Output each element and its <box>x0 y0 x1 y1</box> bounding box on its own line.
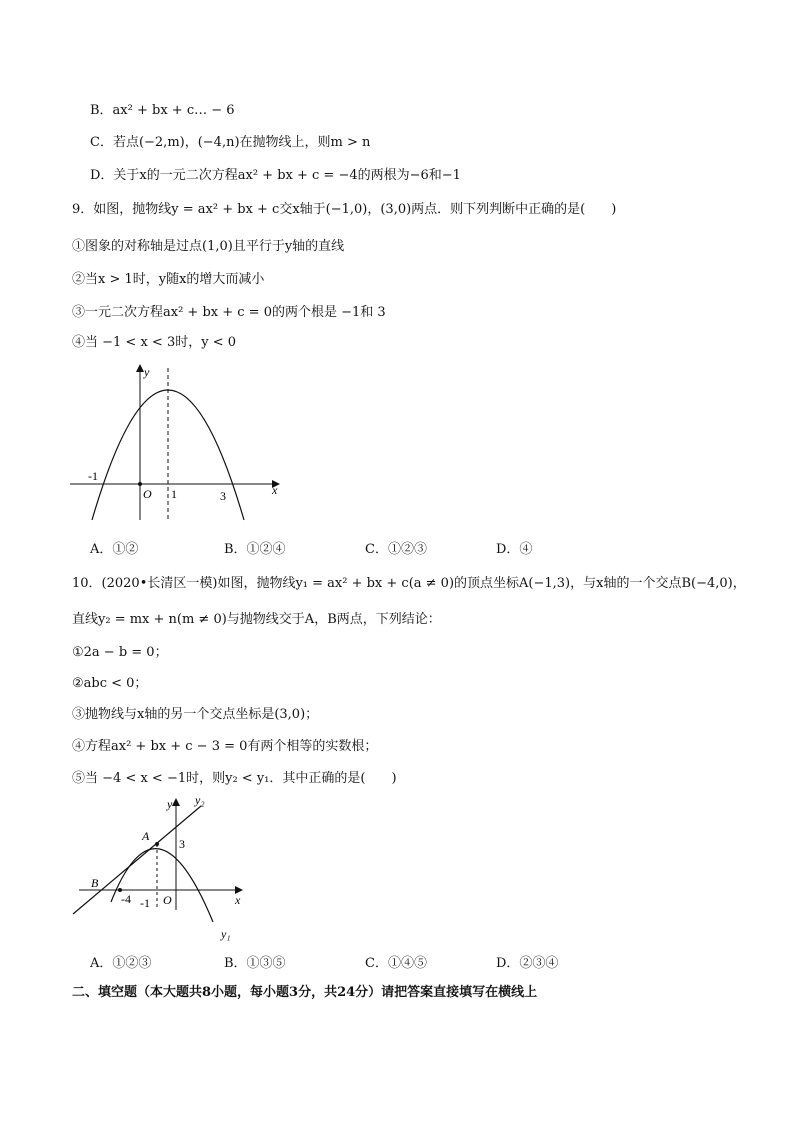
q10-y-label: y <box>167 797 173 811</box>
q9-y-label: y <box>144 365 150 379</box>
q10-statement-4: ④方程ax² + bx + c − 3 = 0有两个相等的实数根； <box>72 739 378 754</box>
q10-y2-label: y₂ <box>195 793 205 807</box>
q10-a-label: A <box>142 829 150 843</box>
q10-choice-b: B．①③⑤ <box>224 956 286 971</box>
q10-parabola-line-figure <box>65 790 265 945</box>
q10-stem-line1: 10．(2020•长清区一模)如图，抛物线y₁ = ax² + bx + c(a ≠ 0)的顶点坐标A(−1,3)，与x轴的一个交点B(−4,0)， <box>72 576 746 591</box>
q9-statement-3: ③一元二次方程ax² + bx + c = 0的两个根是 −1和 3 <box>72 305 386 320</box>
q10-statement-3: ③抛物线与x轴的另一个交点坐标是(3,0)； <box>72 707 319 722</box>
q9-origin-point <box>138 482 142 486</box>
q10-y1-label: y₁ <box>221 927 231 941</box>
q9-statement-4: ④当 −1 < x < 3时，y < 0 <box>72 335 236 350</box>
q9-statement-2: ②当x > 1时，y随x的增大而减小 <box>72 272 265 287</box>
q9-choice-a: A．①② <box>90 542 139 557</box>
q9-x-label: x <box>272 483 278 497</box>
q9-tick-neg1: -1 <box>88 469 98 483</box>
q10-tick-neg4: -4 <box>121 892 131 906</box>
q10-statement-1: ①2a − b = 0； <box>72 645 168 660</box>
q8-option-b: B．ax² + bx + c… − 6 <box>90 103 235 118</box>
q9-tick-3: 3 <box>220 489 226 503</box>
q10-point-a <box>155 842 159 846</box>
q9-stem: 9．如图，抛物线y = ax² + bx + c交x轴于(−1,0)，(3,0)两点．则下列判断中正确的是( ) <box>72 202 617 217</box>
q9-tick-1: 1 <box>171 487 177 501</box>
q10-choice-a: A．①②③ <box>90 956 152 971</box>
q8-option-d: D．关于x的一元二次方程ax² + bx + c = −4的两根为−6和−1 <box>90 168 461 183</box>
q8-option-c: C．若点(−2,m)，(−4,n)在抛物线上，则m > n <box>90 135 371 150</box>
q10-statement-5: ⑤当 −4 < x < −1时，则y₂ < y₁．其中正确的是( ) <box>72 771 397 786</box>
q10-choice-c: C．①④⑤ <box>365 956 427 971</box>
q10-tick-3: 3 <box>179 837 185 851</box>
q10-parabola-y1 <box>111 849 213 922</box>
q10-statement-2: ②abc < 0； <box>72 676 148 691</box>
q9-choice-c: C．①②③ <box>365 542 427 557</box>
q10-tick-neg1: -1 <box>140 896 150 910</box>
q9-statement-1: ①图象的对称轴是过点(1,0)且平行于y轴的直线 <box>72 239 345 254</box>
q10-origin-label: O <box>163 893 172 907</box>
q9-parabola-figure <box>60 360 290 530</box>
q9-choice-b: B．①②④ <box>224 542 286 557</box>
q10-x-label: x <box>235 893 241 907</box>
section2-heading: 二、填空题（本大题共8小题，每小题3分，共24分）请把答案直接填写在横线上 <box>72 985 538 1000</box>
q9-choice-d: D．④ <box>496 542 533 557</box>
q10-choice-d: D．②③④ <box>496 956 559 971</box>
q10-stem-line2: 直线y₂ = mx + n(m ≠ 0)与抛物线交于A，B两点，下列结论： <box>72 612 441 627</box>
q10-b-label: B <box>91 876 99 890</box>
q10-line-y2 <box>73 806 201 914</box>
q9-origin-label: O <box>143 487 152 501</box>
